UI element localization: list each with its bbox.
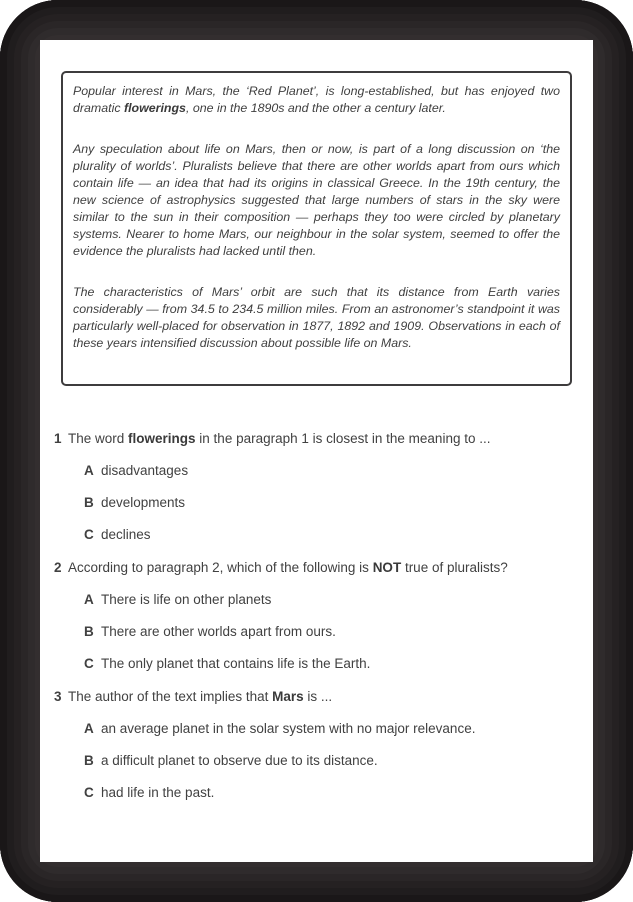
option-text: a difficult planet to observe due to its distance. [101, 753, 378, 768]
answer-option[interactable] [84, 655, 575, 673]
option-letter: B [84, 495, 94, 510]
text-segment: According to paragraph 2, which of the following is [68, 560, 373, 575]
question-text [68, 688, 332, 706]
option-text: There is life on other planets [101, 592, 272, 607]
answer-option[interactable] [84, 526, 575, 544]
option-letter: B [84, 753, 94, 768]
question-prompt [54, 688, 575, 706]
bold-text-segment: Mars [272, 689, 304, 704]
answer-option[interactable] [84, 752, 575, 770]
question [54, 559, 575, 673]
bold-text-segment: flowerings [128, 431, 196, 446]
text-segment: is ... [303, 689, 333, 704]
option-text: had life in the past. [101, 785, 215, 800]
option-letter: A [84, 463, 94, 478]
option-text: The only planet that contains life is the Earth. [101, 656, 371, 671]
passage-paragraph [73, 284, 560, 352]
option-letter: C [84, 656, 94, 671]
text-segment: in the paragraph 1 is closest in the meaning to ... [195, 431, 491, 446]
passage-paragraph [73, 83, 560, 117]
answer-option[interactable] [84, 784, 575, 802]
option-text: an average planet in the solar system with no major relevance. [101, 721, 476, 736]
option-text: disadvantages [101, 463, 189, 478]
option-text: declines [101, 527, 151, 542]
question [54, 688, 575, 802]
questions-section [54, 430, 575, 802]
bold-text-segment: NOT [372, 560, 402, 575]
question [54, 430, 575, 544]
answer-option[interactable] [84, 623, 575, 641]
passage-box [61, 71, 572, 386]
document-page [40, 40, 593, 862]
answer-option[interactable] [84, 494, 575, 512]
bold-text-segment: flowerings [123, 101, 186, 115]
question-text [68, 559, 508, 577]
question-number: 2 [54, 560, 62, 575]
option-text: There are other worlds apart from ours. [101, 624, 336, 639]
text-segment: Popular interest in Mars, the ‘Red Planet’, is long-established, but has enjoyed two dramatic [73, 84, 560, 115]
text-segment: , one in the 1890s and the other a century later. [185, 101, 446, 115]
question-number: 3 [54, 689, 62, 704]
option-letter: B [84, 624, 94, 639]
answer-option[interactable] [84, 591, 575, 609]
text-segment: true of pluralists? [401, 560, 508, 575]
question-prompt [54, 430, 575, 448]
answer-option[interactable] [84, 462, 575, 480]
text-segment: Any speculation about life on Mars, then or now, is part of a long discussion on ‘the plurality of worlds’. Pluralists believe that there are other worlds apart from ours which contain life — an idea that had its origins in classical Greece. In the 19th century, the new science of astrophysics suggested that large numbers of stars in the sky were similar to the sun in their composition — perhaps they too were circled by planetary systems. Nearer to home Mars, our neighbour in the solar system, seemed to offer the evidence the pluralists had lacked until then. [73, 142, 560, 258]
text-segment: The author of the text implies that [68, 689, 273, 704]
text-segment: The characteristics of Mars’ orbit are such that its distance from Earth varies considerably — from 34.5 to 234.5 million miles. From an astronomer’s standpoint it was particularly well-placed for observation in 1877, 1892 and 1909. Observations in each of these years intensified discussion about possible life on Mars. [73, 285, 560, 350]
passage-paragraph [73, 141, 560, 260]
option-letter: C [84, 527, 94, 542]
option-letter: A [84, 592, 94, 607]
option-letter: C [84, 785, 94, 800]
option-text: developments [101, 495, 186, 510]
question-prompt [54, 559, 575, 577]
option-letter: A [84, 721, 94, 736]
text-segment: The word [68, 431, 129, 446]
question-text [68, 430, 490, 448]
question-number: 1 [54, 431, 62, 446]
answer-option[interactable] [84, 720, 575, 738]
